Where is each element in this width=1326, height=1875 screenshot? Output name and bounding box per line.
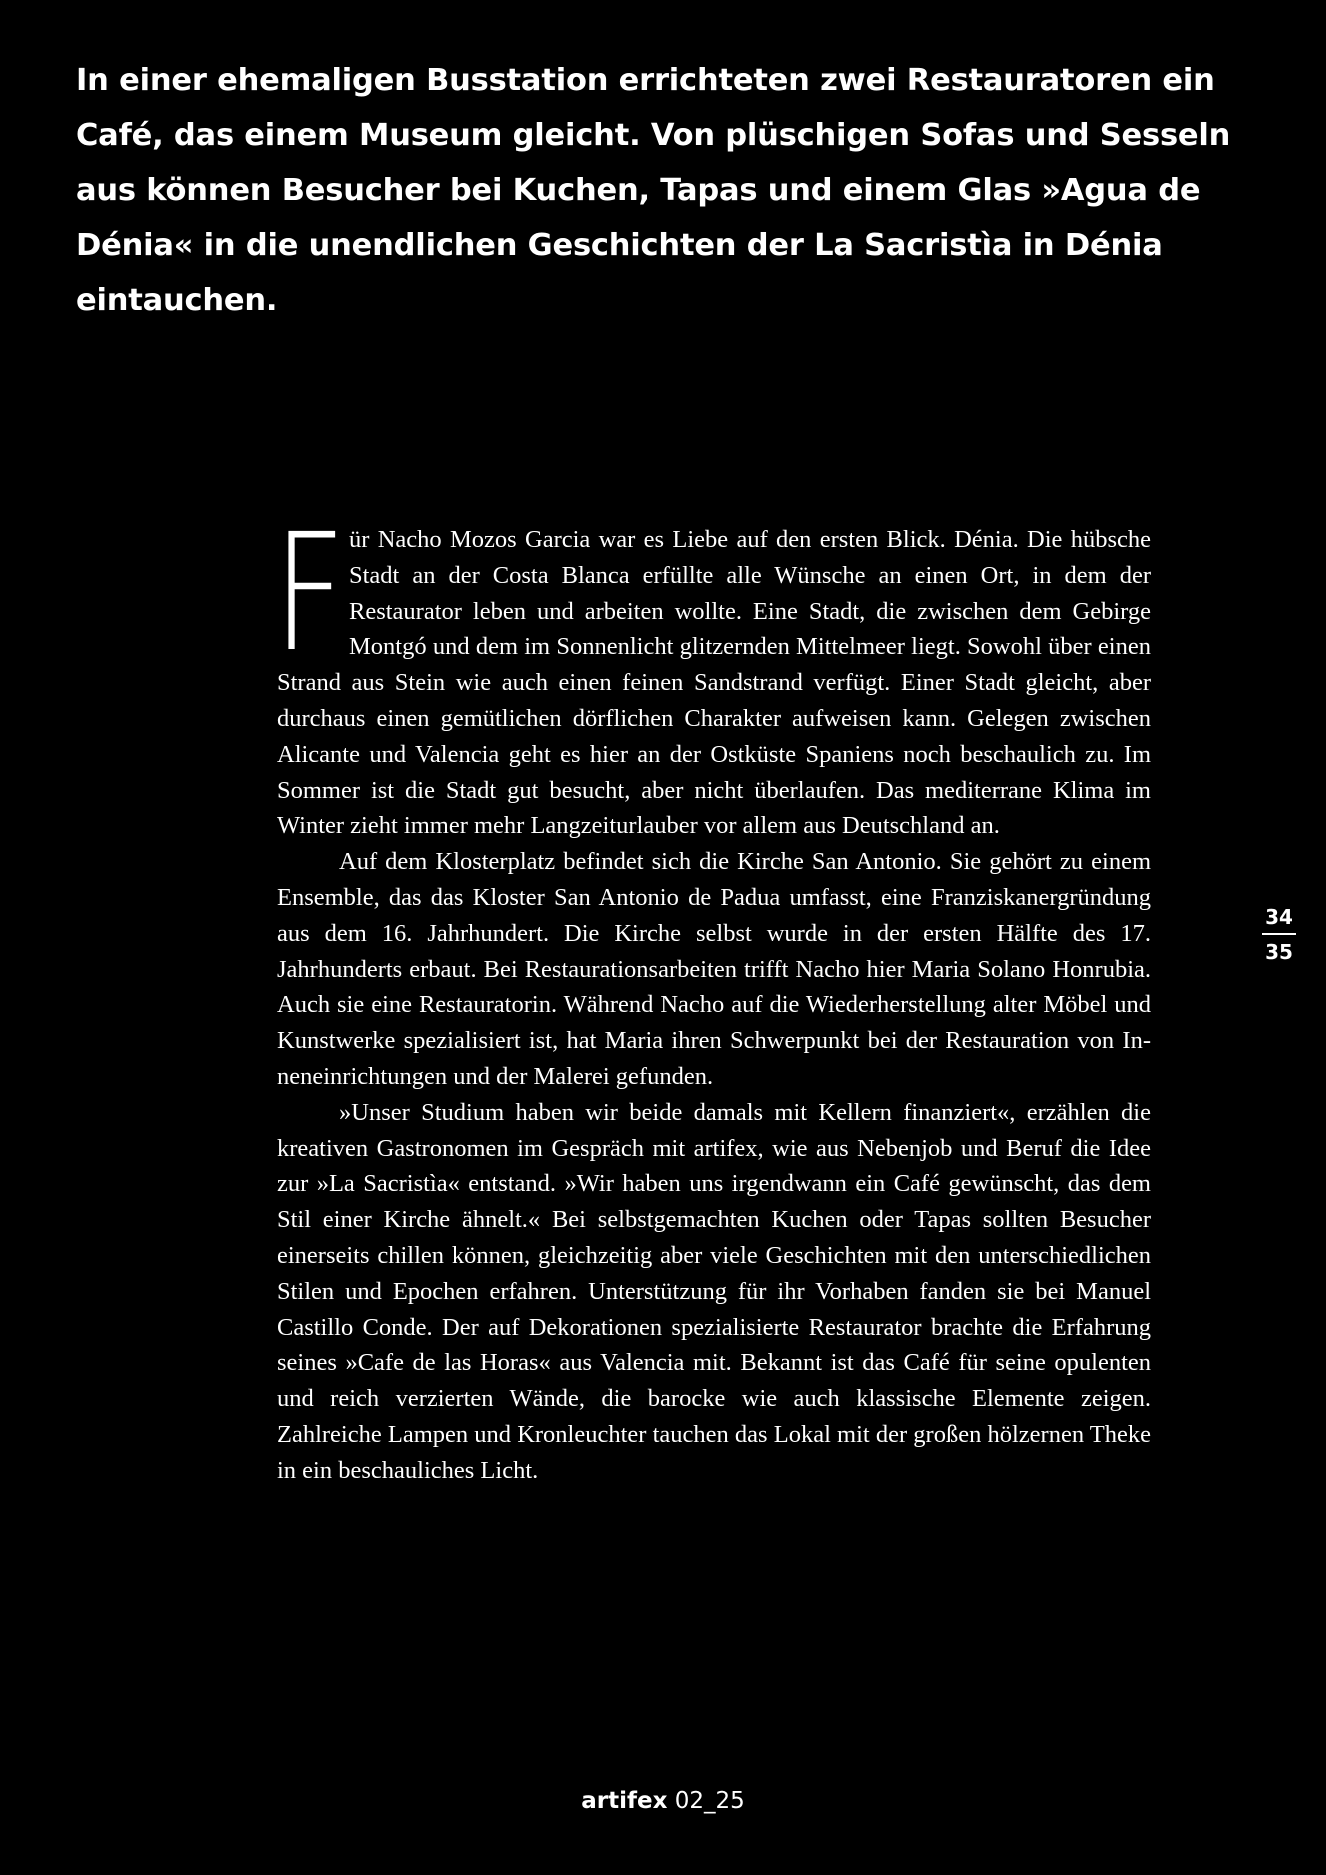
article-paragraph-1 [273,500,1151,844]
magazine-brand: artifex [581,1788,668,1814]
article-paragraph-2: Auf dem Klosterplatz befindet sich die Kirche San Antonio. Sie gehört zu einem Ensemble, das das Kloster San Antonio de Padua umfasst, eine Franziskanergründung aus dem 16. Jahrhundert. Die Kirche selbst wurde in der ersten Hälfte des 17. Jahrhunderts erbaut. Bei Restaurationsarbeiten trifft Nacho hier Maria Solano Honrubia. Auch sie eine Restauratorin. Während Nacho auf die Wiederherstellung alter Möbel und Kunstwerke spezialisiert ist, hat Maria ihren Schwerpunkt bei der Restauration von Inneneinrichtungen und der Malerei gefunden. [277,848,1151,1090]
issue-number: 02_25 [674,1788,745,1814]
footer [0,1788,1326,1814]
article-paragraph-1-text: ür Nacho Mozos Garcia war es Liebe auf den ersten Blick. Dénia. Die hübsche Stadt an der Costa Blanca erfüllte alle Wünsche an einen Ort, in dem der Restaurator leben und arbeiten wollte. Eine Stadt, die zwischen dem Gebirge Montgó und dem im Sonnenlicht glitzernden Mittelmeer liegt. Sowohl über einen Strand aus Stein wie auch einen feinen Sandstrand verfügt. Einer Stadt gleicht, aber durchaus einen gemütlichen dörflichen Charakter aufweisen kann. Gelegen zwischen Alicante und Valencia geht es hier an der Ostküste Spaniens noch beschaulich zu. Im Sommer ist die Stadt gut besucht, aber nicht überlaufen. Das mediterrane Klima im Winter zieht immer mehr Langzeiturlauber vor allem aus Deutschland an. [277,526,1151,840]
page-numbers [1262,904,1296,965]
page-number-left: 34 [1265,905,1293,929]
article-paragraph-3: »Unser Studium haben wir beide damals mit Kellern finanziert«, erzählen die kreativen Gastronomen im Gespräch mit artifex, wie aus Nebenjob und Beruf die Idee zur »La Sacristìa« entstand. »Wir haben uns irgendwann ein Café gewünscht, das dem Stil einer Kirche ähnelt.« Bei selbstgemachten Kuchen oder Tapas sollten Besucher einerseits chillen können, gleichzeitig aber viele Geschichten mit den unterschiedlichen Stilen und Epochen erfahren. Unterstützung für ihr Vorhaben fanden sie bei Manuel Castillo Conde. Der auf Dekorationen spezialisierte Restaurator brachte die Erfahrung seines »Cafe de las Horas« aus Valencia mit. Bekannt ist das Café für seine opulenten und reich verzierten Wände, die barocke wie auch klassische Elemente zeigen. Zahlreiche Lampen und Kronleuchter tauchen das Lokal mit der großen hölzernen Theke in ein beschauliches Licht. [277,1098,1151,1484]
page-number-right: 35 [1265,940,1293,964]
article-body [273,500,1151,1489]
drop-cap: F [273,500,346,688]
page-number-divider [1262,933,1296,935]
lead-paragraph: In einer ehemaligen Busstation errichteten zwei Restauratoren ein Café, das einem Museum gleicht. Von plüschigen Sofas und Sesseln aus können Besucher bei Kuchen, Tapas und einem Glas »Agua de Dénia« in die unendlichen Geschichten der La Sacristìa in Dénia eintauchen. [76,63,1231,318]
